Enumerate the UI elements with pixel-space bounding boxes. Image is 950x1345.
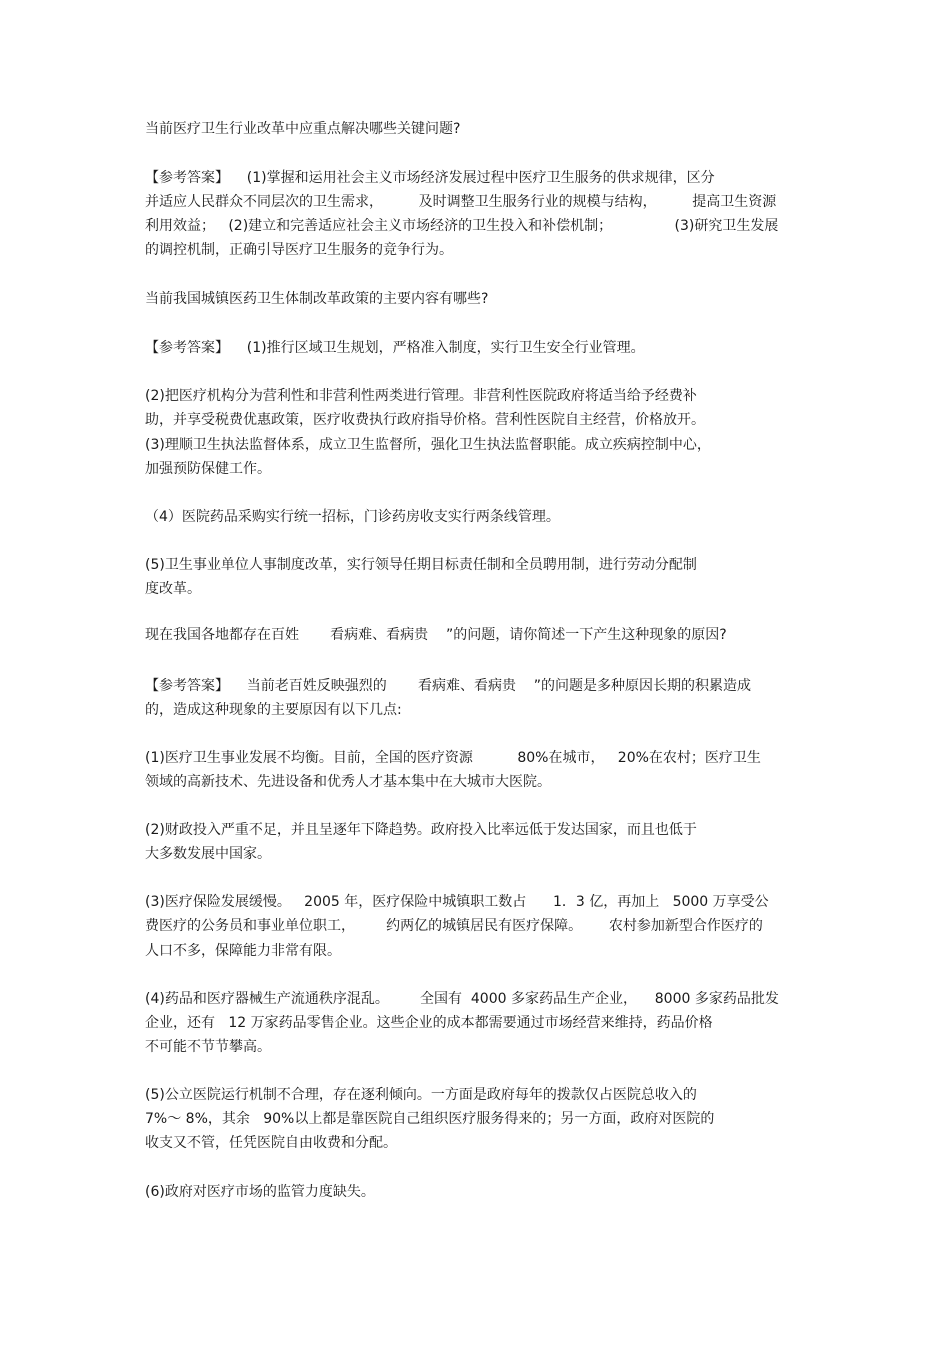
- q3-item-3-line-3: 人口不多，保障能力非常有限。: [145, 943, 341, 959]
- question-1-title: 当前医疗卫生行业改革中应重点解决哪些关键问题?: [145, 121, 461, 137]
- q3-item-4-line-3: 不可能不节节攀高。: [145, 1039, 271, 1055]
- q3-item-1-line-1: (1)医疗卫生事业发展不均衡。目前，全国的医疗资源 80%在城市， 20%在农村；医疗卫生: [145, 750, 761, 766]
- question-2-title: 当前我国城镇医药卫生体制改革政策的主要内容有哪些?: [145, 291, 489, 307]
- q3-item-5-line-2: 7%～ 8%，其余 90%以上都是靠医院自己组织医疗服务得来的；另一方面，政府对医院的: [145, 1111, 715, 1127]
- q3-item-2-line-2: 大多数发展中国家。: [145, 846, 271, 862]
- q3-item-5-line-1: (5)公立医院运行机制不合理，存在逐利倾向。一方面是政府每年的拨款仅占医院总收入的: [145, 1087, 697, 1103]
- question-3-title: 现在我国各地都存在百姓 看病难、看病贵 ”的问题，请你简述一下产生这种现象的原因?: [145, 627, 727, 643]
- q3-item-4-line-1: (4)药品和医疗器械生产流通秩序混乱。 全国有 4000 多家药品生产企业， 8000 多家药品批发: [145, 991, 779, 1007]
- q3-item-5-line-3: 收支又不管，任凭医院自由收费和分配。: [145, 1135, 397, 1151]
- q3-answer-line-1: 【参考答案】 当前老百姓反映强烈的 看病难、看病贵 ”的问题是多种原因长期的积累造成: [145, 678, 752, 694]
- q3-item-3-line-2: 费医疗的公务员和事业单位职工， 约两亿的城镇居民有医疗保障。 农村参加新型合作医疗的: [145, 918, 763, 934]
- q3-answer-line-2: 的，造成这种现象的主要原因有以下几点:: [145, 702, 402, 718]
- q3-item-1-line-2: 领域的高新技术、先进设备和优秀人才基本集中在大城市大医院。: [145, 774, 551, 790]
- q2-item-4: （4）医院药品采购实行统一招标，门诊药房收支实行两条线管理。: [145, 509, 560, 525]
- q3-item-3-line-1: (3)医疗保险发展缓慢。 2005 年，医疗保险中城镇职工数占 1．3 亿，再加上 5000 万享受公: [145, 894, 769, 910]
- q1-answer-line-2: 并适应人民群众不同层次的卫生需求， 及时调整卫生服务行业的规模与结构， 提高卫生资源: [145, 194, 777, 210]
- q1-answer-line-3: 利用效益； (2)建立和完善适应社会主义市场经济的卫生投入和补偿机制； (3)研究卫生发展: [145, 218, 779, 234]
- q2-item-3-line-2: 加强预防保健工作。: [145, 461, 271, 477]
- q3-item-6: (6)政府对医疗市场的监管力度缺失。: [145, 1184, 375, 1200]
- q2-item-3-line-1: (3)理顺卫生执法监督体系，成立卫生监督所，强化卫生执法监督职能。成立疾病控制中心，: [145, 437, 711, 453]
- q2-item-5-line-1: (5)卫生事业单位人事制度改革，实行领导任期目标责任制和全员聘用制，进行劳动分配制: [145, 557, 697, 573]
- q2-item-5-line-2: 度改革。: [145, 581, 201, 597]
- q1-answer-line-1: 【参考答案】 (1)掌握和运用社会主义市场经济发展过程中医疗卫生服务的供求规律，区分: [145, 170, 715, 186]
- q2-answer-line-1: 【参考答案】 (1)推行区域卫生规划，严格准入制度，实行卫生安全行业管理。: [145, 340, 645, 356]
- q2-item-2-line-1: (2)把医疗机构分为营利性和非营利性两类进行管理。非营利性医院政府将适当给予经费补: [145, 388, 697, 404]
- q1-answer-line-4: 的调控机制，正确引导医疗卫生服务的竞争行为。: [145, 242, 453, 258]
- q2-item-2-line-2: 助，并享受税费优惠政策，医疗收费执行政府指导价格。营利性医院自主经营，价格放开。: [145, 412, 705, 428]
- q3-item-4-line-2: 企业，还有 12 万家药品零售企业。这些企业的成本都需要通过市场经营来维持，药品价格: [145, 1015, 713, 1031]
- q3-item-2-line-1: (2)财政投入严重不足，并且呈逐年下降趋势。政府投入比率远低于发达国家，而且也低于: [145, 822, 697, 838]
